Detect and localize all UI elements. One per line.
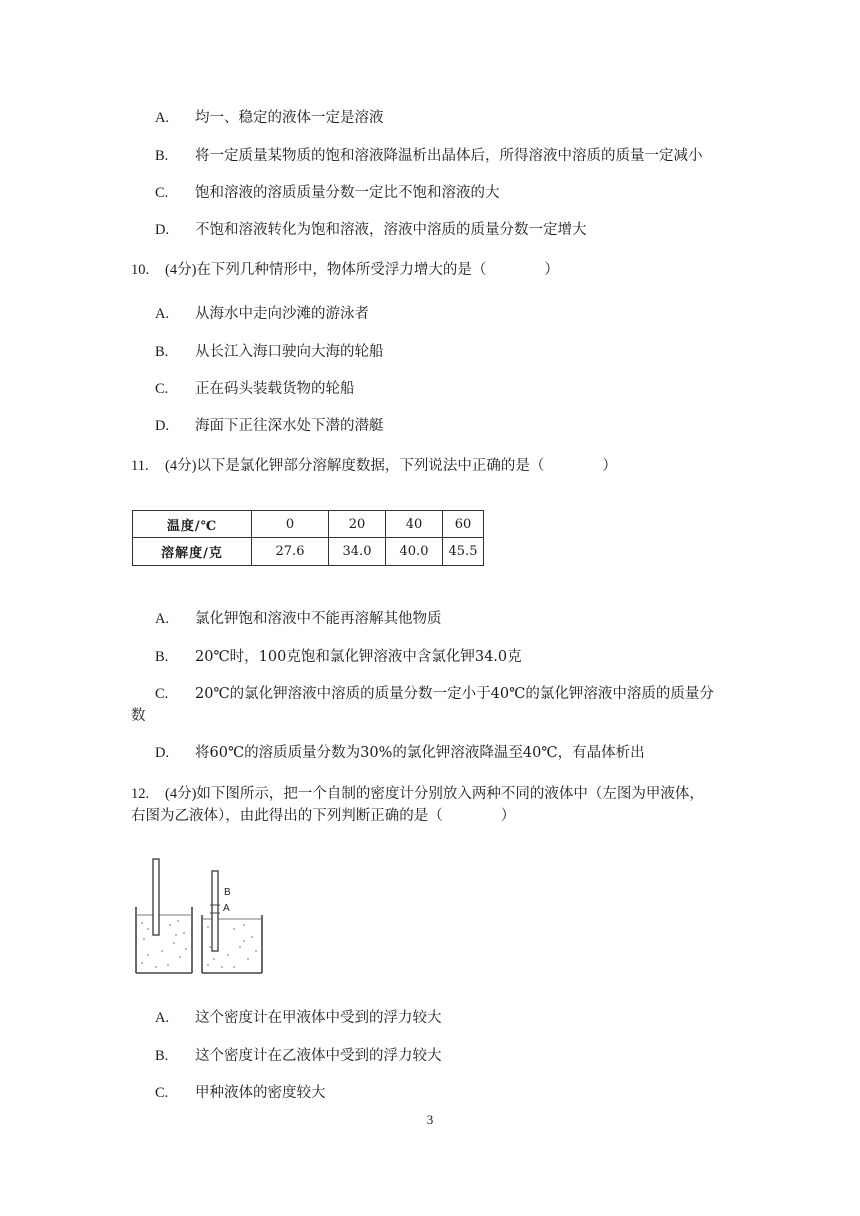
table-cell: 20	[329, 511, 386, 538]
label-a: A	[223, 903, 230, 914]
page-number: 3	[426, 1112, 434, 1127]
table-cell: 40.0	[386, 538, 443, 566]
table-row	[133, 538, 484, 566]
solubility-table	[132, 510, 484, 566]
table-row	[133, 511, 484, 538]
q11-stem: 11. (4分)以下是氯化钾部分溶解度数据，下列说法中正确的是（ ）	[131, 458, 617, 474]
left-beaker	[136, 859, 192, 973]
table-header-temperature: 温度/℃	[133, 511, 252, 538]
q12-option-b: B. 这个密度计在乙液体中受到的浮力较大	[155, 1048, 442, 1064]
q9-option-a: A. 均一、稳定的液体一定是溶液	[155, 110, 384, 126]
q10-option-a: A. 从海水中走向沙滩的游泳者	[155, 306, 369, 322]
q11-option-a: A. 氯化钾饱和溶液中不能再溶解其他物质	[155, 611, 442, 627]
table-cell: 60	[443, 511, 484, 538]
table-cell: 40	[386, 511, 443, 538]
label-b: B	[224, 887, 231, 898]
q9-option-c: C. 饱和溶液的溶质质量分数一定比不饱和溶液的大	[155, 185, 500, 201]
q10-option-d: D. 海面下正往深水处下潜的潜艇	[155, 418, 384, 434]
table-cell: 0	[252, 511, 329, 538]
q9-option-d: D. 不饱和溶液转化为饱和溶液，溶液中溶质的质量分数一定增大	[155, 222, 587, 238]
q10-stem: 10. (4分)在下列几种情形中，物体所受浮力增大的是（ ）	[131, 262, 559, 278]
q9-option-b: B. 将一定质量某物质的饱和溶液降温析出晶体后，所得溶液中溶质的质量一定减小	[155, 148, 703, 164]
right-beaker	[202, 871, 262, 973]
table-cell: 27.6	[252, 538, 329, 566]
table-cell: 45.5	[443, 538, 484, 566]
q12-option-c: C. 甲种液体的密度较大	[155, 1085, 326, 1101]
q10-option-b: B. 从长江入海口驶向大海的轮船	[155, 344, 384, 360]
q12-option-a: A. 这个密度计在甲液体中受到的浮力较大	[155, 1010, 442, 1026]
q11-option-c-continuation: 数	[131, 708, 146, 724]
q11-option-b: B. 20℃时，100克饱和氯化钾溶液中含氯化钾34.0克	[155, 649, 522, 665]
table-cell: 34.0	[329, 538, 386, 566]
table-header-solubility: 溶解度/克	[133, 538, 252, 566]
hydrometer-figure	[134, 855, 268, 977]
q10-option-c: C. 正在码头装载货物的轮船	[155, 381, 355, 397]
q11-option-d: D. 将60℃的溶质质量分数为30%的氯化钾溶液降温至40℃，有晶体析出	[155, 745, 645, 761]
q12-stem-line1: 12. (4分)如下图所示，把一个自制的密度计分别放入两种不同的液体中（左图为甲液体，	[131, 786, 704, 802]
q11-option-c: C. 20℃的氯化钾溶液中溶质的质量分数一定小于40℃的氯化钾溶液中溶质的质量分	[155, 686, 714, 702]
q12-stem-line2: 右图为乙液体），由此得出的下列判断正确的是（ ）	[131, 808, 516, 824]
